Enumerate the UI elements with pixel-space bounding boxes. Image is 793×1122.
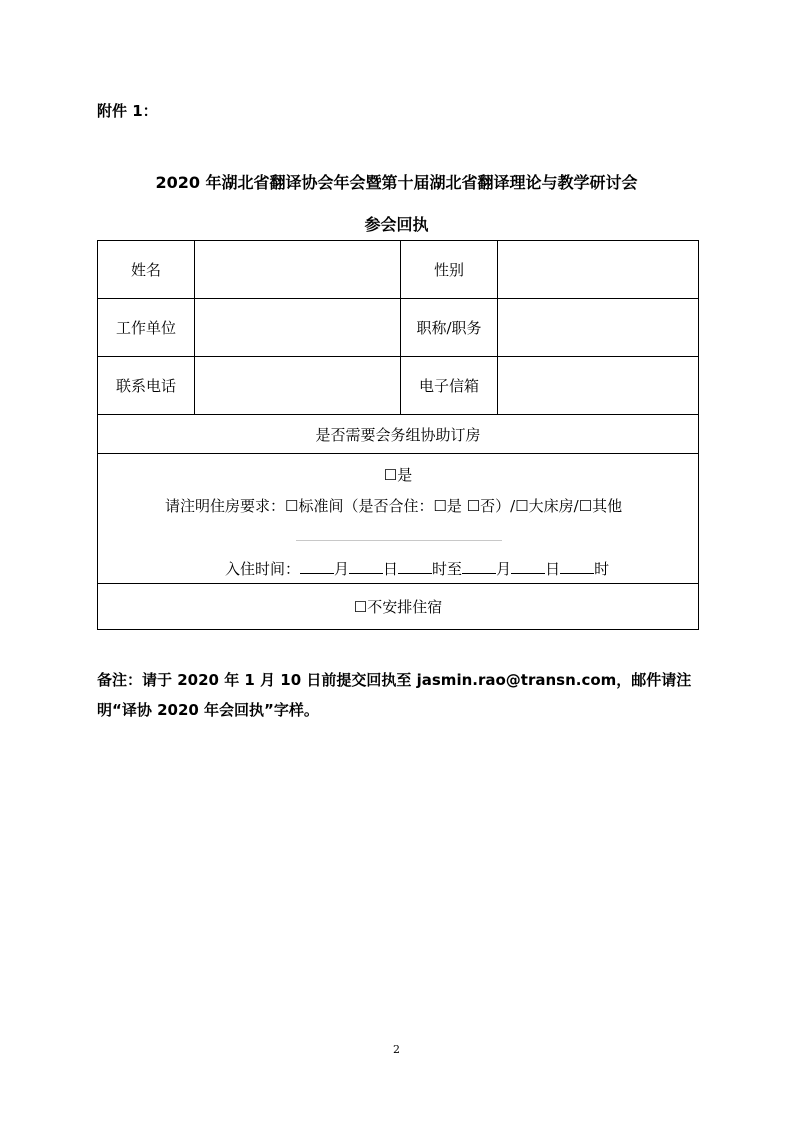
form-row-org: [98, 299, 699, 357]
standard-room-checkbox[interactable]: ☐标准间（是否合住：: [285, 497, 434, 515]
page-number: 2: [393, 1043, 400, 1056]
option-yes-checkbox[interactable]: ☐是: [383, 466, 413, 484]
share-no-checkbox[interactable]: ☐否）/: [466, 497, 516, 515]
gender-label: 性别: [401, 241, 498, 299]
room-requirement-line: [165, 495, 622, 516]
day-start-unit: 日: [383, 560, 399, 578]
document-title: 2020 年湖北省翻译协会年会暨第十届湖北省翻译理论与教学研讨会: [155, 173, 638, 192]
month-start-unit: 月: [334, 560, 350, 578]
phone-field[interactable]: [195, 357, 401, 415]
month-end-unit: 月: [496, 560, 512, 578]
name-label: 姓名: [98, 241, 195, 299]
room-requirement-label: 请注明住房要求：: [165, 497, 286, 515]
name-field[interactable]: [195, 241, 401, 299]
month-start-blank[interactable]: [300, 559, 334, 574]
divider-line: [296, 540, 502, 541]
form-row-no-lodging: [98, 584, 699, 630]
checkin-label: 入住时间：: [225, 560, 301, 578]
attachment-label: 附件 1：: [97, 102, 158, 120]
day-end-blank[interactable]: [511, 559, 545, 574]
note-paragraph: 备注：请于 2020 年 1 月 10 日前提交回执至 jasmin.rao@transn.com，邮件请注明“译协 2020 年会回执”字样。: [97, 671, 692, 719]
other-room-checkbox[interactable]: ☐其他: [578, 497, 623, 515]
gender-field[interactable]: [498, 241, 699, 299]
form-row-hotel-options: [98, 454, 699, 584]
no-lodging-checkbox[interactable]: ☐不安排住宿: [98, 584, 699, 630]
hotel-question: 是否需要会务组协助订房: [98, 415, 699, 454]
org-field[interactable]: [195, 299, 401, 357]
share-yes-checkbox[interactable]: ☐是: [433, 497, 462, 515]
email-field[interactable]: [498, 357, 699, 415]
job-title-label: 职称/职务: [401, 299, 498, 357]
form-row-contact: [98, 357, 699, 415]
day-end-unit: 日: [545, 560, 561, 578]
form-row-name: [98, 241, 699, 299]
hour-end-blank[interactable]: [560, 559, 594, 574]
hotel-options-cell: [98, 454, 699, 584]
day-start-blank[interactable]: [349, 559, 383, 574]
hour-start-blank[interactable]: [398, 559, 432, 574]
big-bed-checkbox[interactable]: ☐大床房/: [515, 497, 579, 515]
org-label: 工作单位: [98, 299, 195, 357]
document-subtitle: 参会回执: [364, 215, 429, 234]
hour-end-unit: 时: [594, 560, 610, 578]
hour-to-unit: 时至: [432, 560, 463, 578]
month-end-blank[interactable]: [462, 559, 496, 574]
registration-form: [97, 240, 699, 630]
checkin-time-line: [225, 558, 609, 579]
email-label: 电子信箱: [401, 357, 498, 415]
job-title-field[interactable]: [498, 299, 699, 357]
phone-label: 联系电话: [98, 357, 195, 415]
form-row-hotel-question: [98, 415, 699, 454]
